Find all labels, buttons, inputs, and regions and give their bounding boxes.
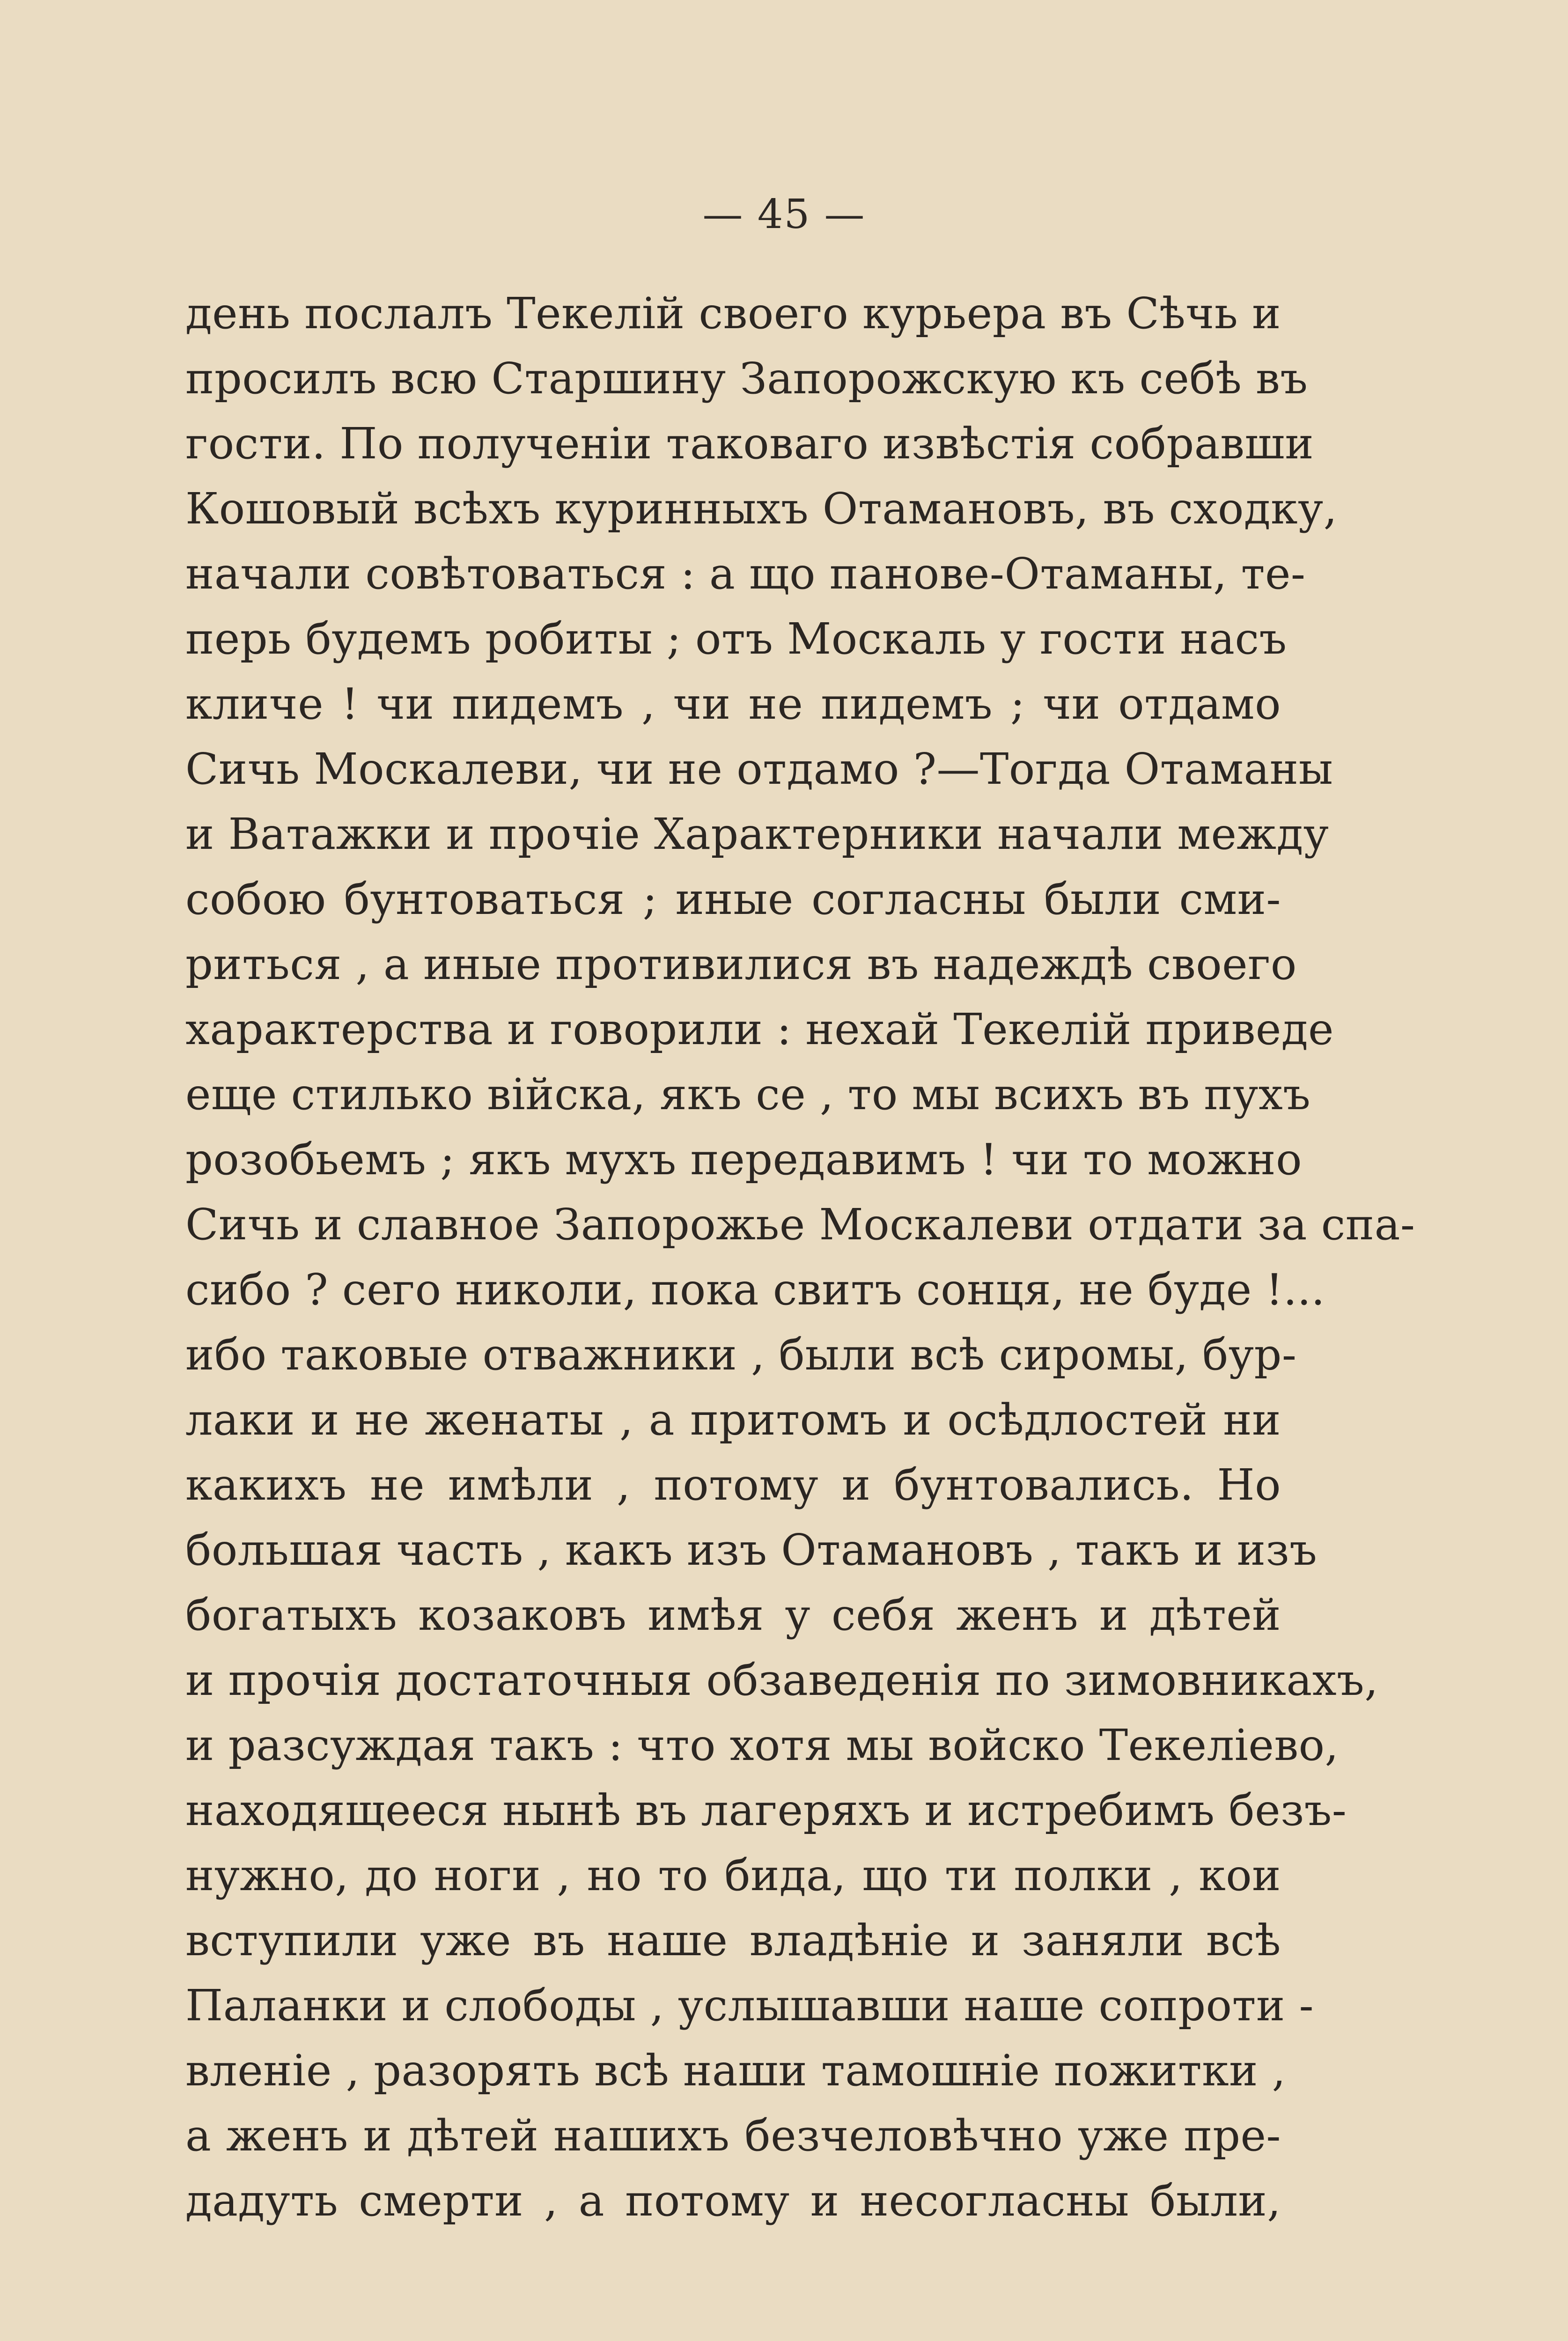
text-line: перь будемъ робиты ; отъ Москаль у гости насъ [185,614,1287,664]
text-line: вленіе , разорять всѣ наши тамошніе пожитки , [185,2046,1286,2096]
text-line: какихъ не имѣли , потому и бунтовались. Но [185,1460,1281,1510]
text-line: просилъ всю Старшину Запорожскую къ себѣ въ [185,353,1308,404]
text-line: и разсуждая такъ : что хотя мы войско Текеліево, [185,1720,1339,1770]
text-line: дадуть смерти , а потому и несогласны были, [185,2176,1281,2226]
text-line: розобьемъ ; якъ мухъ передавимъ ! чи то можно [185,1134,1302,1185]
text-line: Сичь Москалеви, чи не отдамо ?—Тогда Отаманы [185,744,1333,794]
text-line: лаки и не женаты , а притомъ и осѣдлостей ни [185,1395,1281,1445]
body-text [185,281,1415,2233]
text-line: риться , а иные противилися въ надеждѣ своего [185,939,1297,989]
text-line: и прочія достаточныя обзаведенія по зимовникахъ, [185,1655,1378,1705]
text-line: а женъ и дѣтей нашихъ безчеловѣчно уже пре- [185,2111,1281,2161]
text-line: гости. По полученіи таковаго извѣстія собравши [185,419,1314,469]
text-line: кличе ! чи пидемъ , чи не пидемъ ; чи отдамо [185,679,1281,729]
text-line: собою бунтоваться ; иные согласны были сми- [185,874,1281,924]
text-line: большая часть , какъ изъ Отамановъ , такъ и изъ [185,1525,1318,1575]
text-line: начали совѣтоваться : а що панове-Отаманы, те- [185,549,1306,599]
text-line: характерства и говорили : нехай Текелій приведе [185,1004,1334,1054]
text-line: ибо таковые отважники , были всѣ сиромы, бур- [185,1330,1297,1380]
text-line: и Ватажки и прочіе Характерники начали между [185,809,1329,859]
text-line: Кошовый всѣхъ куринныхъ Отамановъ, въ сходку, [185,484,1338,534]
text-line: Сичь и славное Запорожье Москалеви отдати за спа- [185,1200,1415,1250]
page-number: — 45 — [702,191,866,238]
text-line: день послалъ Текелій своего курьера въ Сѣчь и [185,288,1281,339]
text-line: Паланки и слободы , услышавши наше сопроти - [185,1980,1314,2031]
text-line: еще стилько війска, якъ се , то мы всихъ въ пухъ [185,1069,1311,1119]
text-line: богатыхъ козаковъ имѣя у себя женъ и дѣтей [185,1590,1281,1640]
text-line: вступили уже въ наше владѣніе и заняли всѣ [185,1915,1281,1966]
text-line: сибо ? сего николи, пока свитъ сонця, не буде !... [185,1265,1325,1315]
text-line: находящееся нынѣ въ лагеряхъ и истребимъ безъ- [185,1785,1347,1835]
text-line: нужно, до ноги , но то бида, що ти полки , кои [185,1850,1281,1900]
